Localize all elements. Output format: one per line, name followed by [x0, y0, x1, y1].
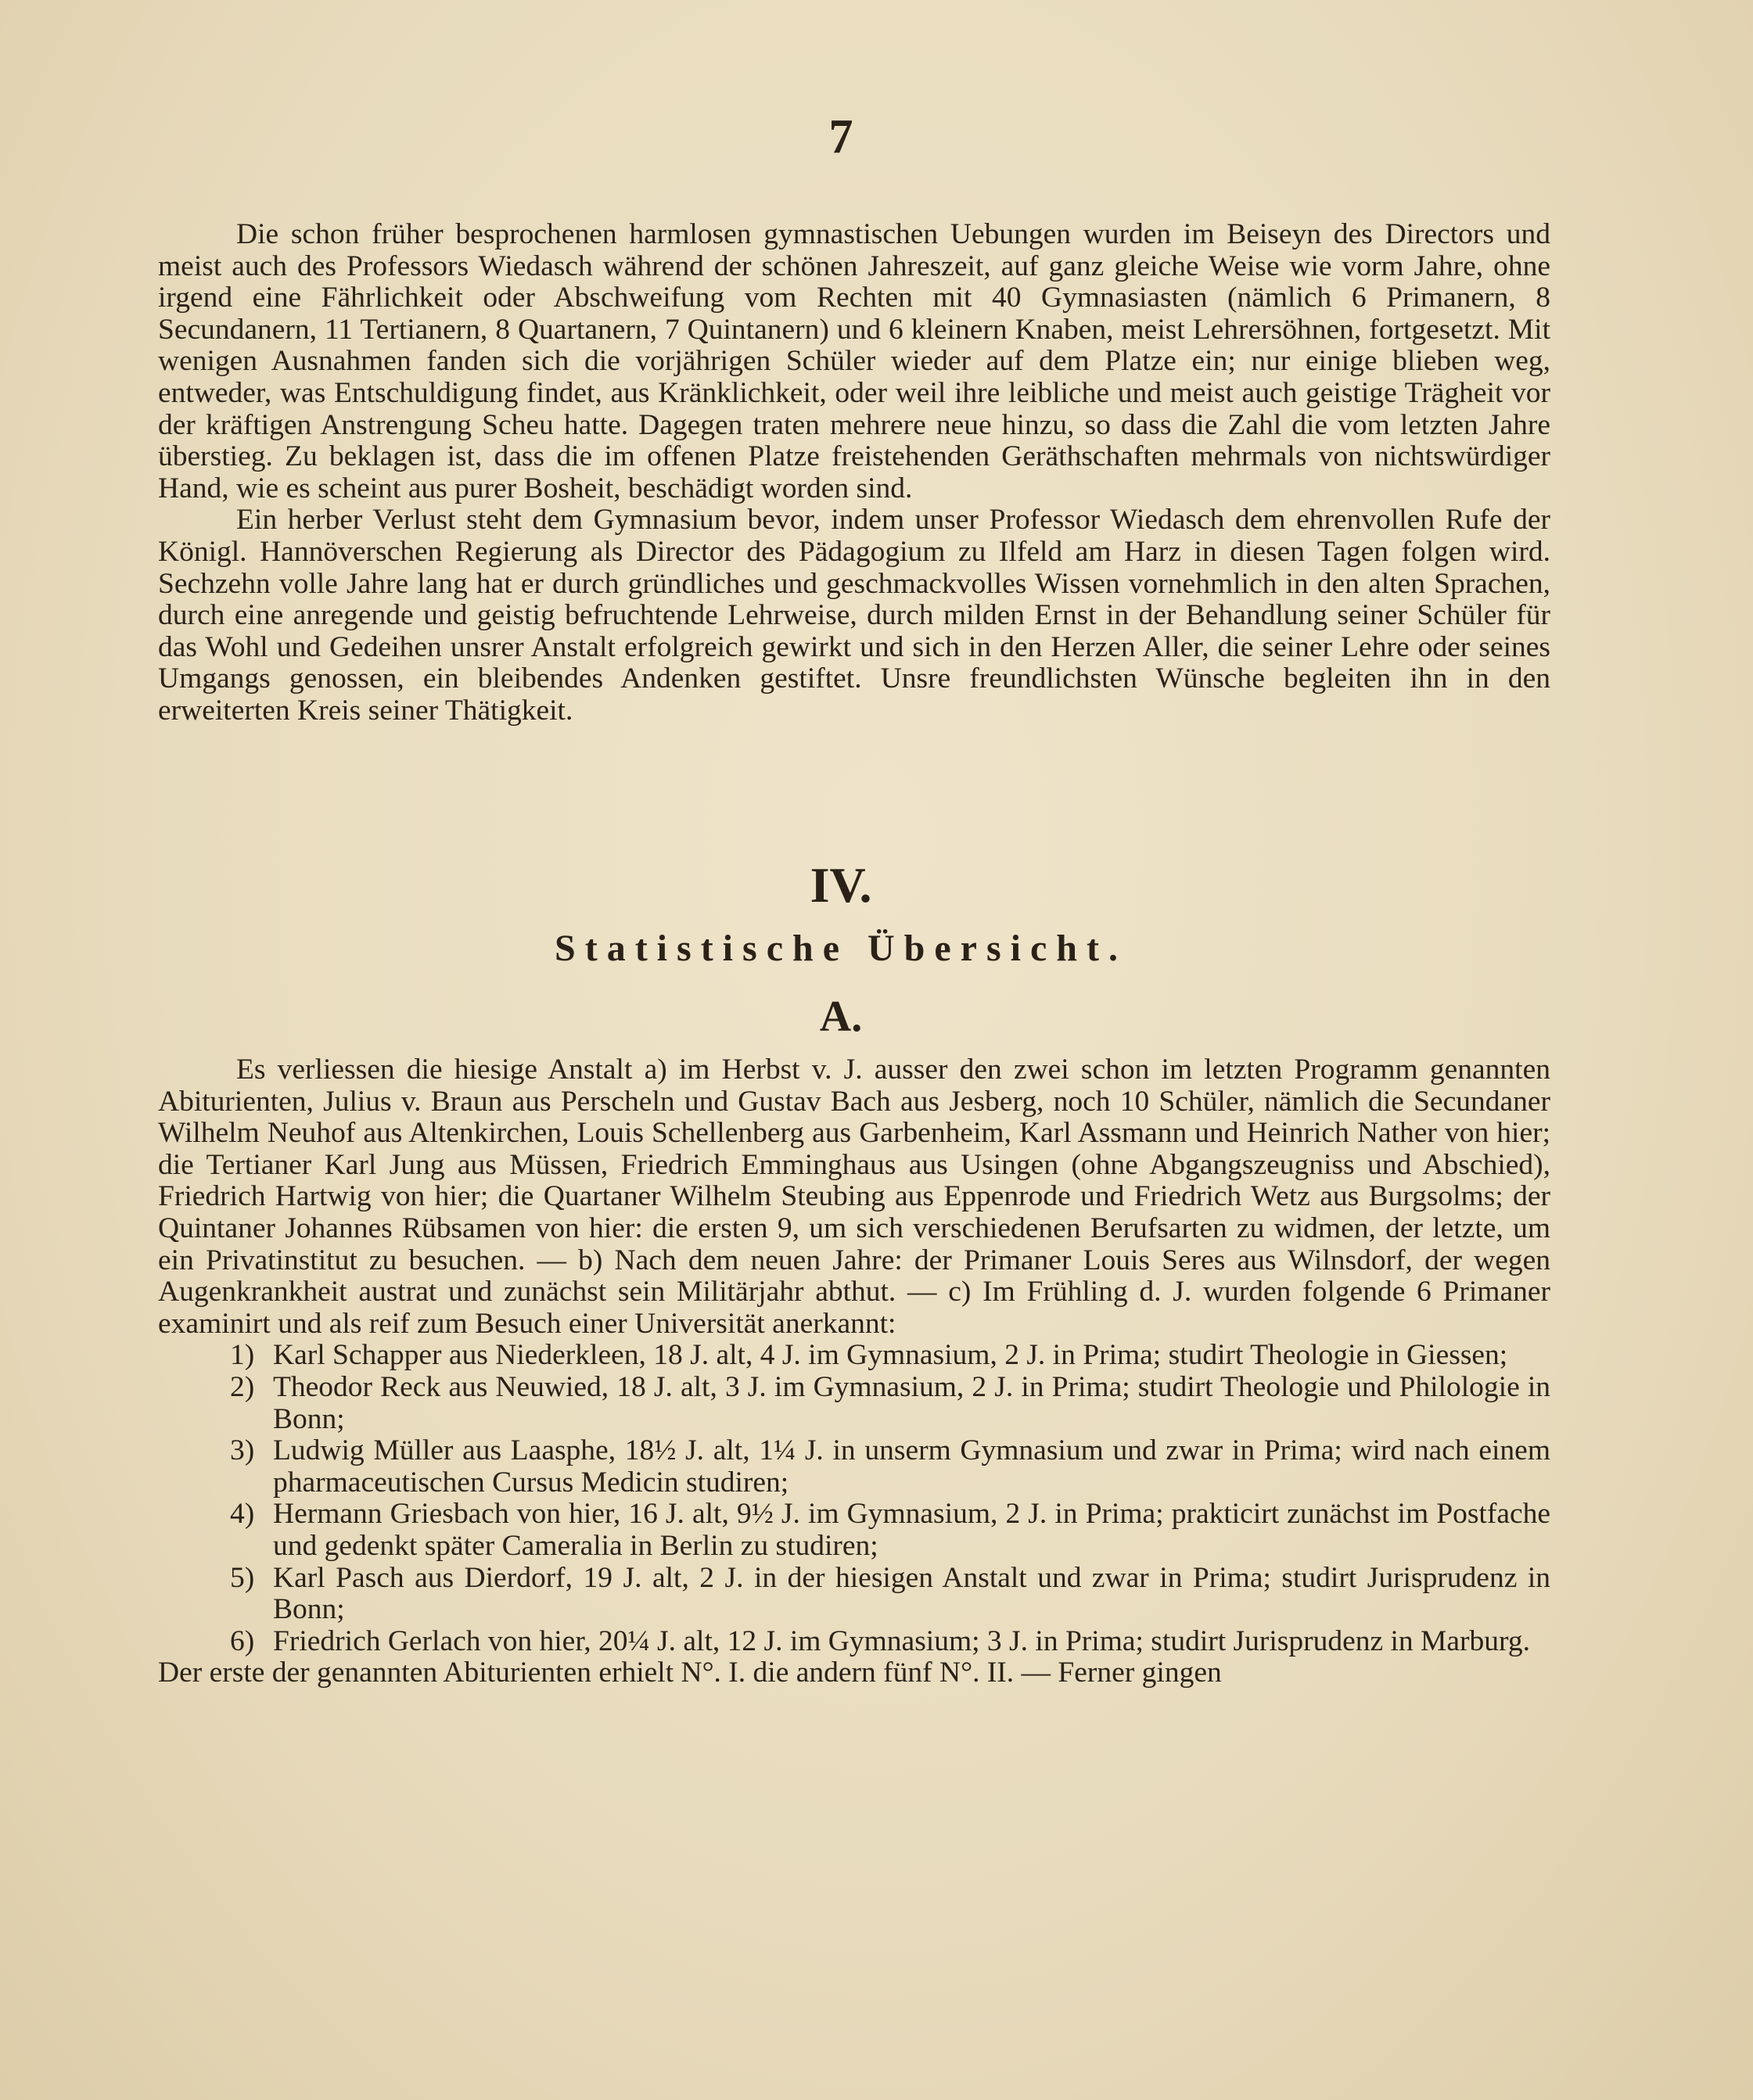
list-item [158, 1372, 1550, 1435]
list-item [158, 1626, 1550, 1658]
list-text: Hermann Griesbach von hier, 16 J. alt, 9½ J. im Gymnasium, 2 J. in Prima; prakticirt zunächst im Postfache und gedenkt später Cameralia in Berlin zu studiren; [273, 1498, 1550, 1562]
page-number: 7 [828, 110, 853, 163]
subsection-label: A. [819, 993, 863, 1041]
list-number: 1) [230, 1339, 255, 1372]
paragraph-departures: Es verliessen die hiesige Anstalt a) im Herbst v. J. ausser den zwei schon im letzten Programm genannten Abiturienten, Julius v. Braun aus Perscheln und Gustav Bach aus Jesberg, noch 10 Schüler, nämlich die Secundaner Wilhelm Neuhof aus Altenkirchen, Louis Schellenberg aus Garbenheim, Karl Assmann und Heinrich Nather von hier; die Tertianer Karl Jung aus Müssen, Friedrich Emminghaus aus Usingen (ohne Abgangszeugniss und Abschied), Friedrich Hartwig von hier; die Quartaner Wilhelm Steubing aus Eppenrode und Friedrich Wetz aus Burgsolms; der Quintaner Johannes Rübsamen von hier: die ersten 9, um sich verschiedenen Berufsarten zu widmen, der letzte, um ein Privatinstitut zu besuchen. — b) Nach dem neuen Jahre: der Primaner Louis Seres aus Wilnsdorf, der wegen Augenkrankheit austrat und zunächst sein Militärjahr abthut. — c) Im Frühling d. J. wurden folgende 6 Primaner examinirt und als reif zum Besuch einer Universität anerkannt: [158, 1054, 1550, 1340]
list-number: 4) [230, 1498, 255, 1531]
list-text: Ludwig Müller aus Laasphe, 18½ J. alt, 1¼ J. in unserm Gymnasium und zwar in Prima; wird nach einem pharmaceutischen Cursus Medicin studiren; [273, 1434, 1550, 1499]
paragraph-gymnastics: Die schon früher besprochenen harmlosen gymnastischen Uebungen wurden im Beiseyn des Directors und meist auch des Professors Wiedasch während der schönen Jahreszeit, auf ganz gleiche Weise wie vorm Jahre, ohne irgend eine Fährlichkeit oder Abschweifung vom Rechten mit 40 Gymnasiasten (nämlich 6 Primanern, 8 Secundanern, 11 Tertianern, 8 Quartanern, 7 Quintanern) und 6 kleinern Knaben, meist Lehrersöhnen, fortgesetzt. Mit wenigen Ausnahmen fanden sich die vorjährigen Schüler wieder auf dem Platze ein; nur einige blieben weg, entweder, was Entschuldigung findet, aus Kränklichkeit, oder weil ihre leibliche und meist auch geistige Trägheit vor der kräftigen Anstrengung Scheu hatte. Dagegen traten mehrere neue hinzu, so dass die Zahl die vom letzten Jahre überstieg. Zu beklagen ist, dass die im offenen Platze freistehenden Geräthschaften mehrmals von nichtswürdiger Hand, wie es scheint aus purer Bosheit, beschädigt worden sind. [158, 218, 1550, 504]
list-number: 5) [230, 1561, 255, 1594]
list-item [158, 1340, 1550, 1372]
list-number: 2) [230, 1370, 255, 1403]
list-number: 3) [230, 1434, 255, 1467]
graduates-list [158, 1340, 1550, 1657]
section-title: Statistische Übersicht. [555, 928, 1127, 969]
paragraph-closing: Der erste der genannten Abiturienten erhielt N°. I. die andern fünf N°. II. — Ferner gingen [158, 1657, 1222, 1689]
list-text: Karl Schapper aus Niederkleen, 18 J. alt, 4 J. im Gymnasium, 2 J. in Prima; studirt Theologie in Giessen; [273, 1339, 1508, 1372]
statistics-section [158, 1054, 1550, 1689]
list-text: Karl Pasch aus Dierdorf, 19 J. alt, 2 J. in der hiesigen Anstalt und zwar in Prima; studirt Jurisprudenz in Bonn; [273, 1561, 1550, 1626]
list-text: Friedrich Gerlach von hier, 20¼ J. alt, 12 J. im Gymnasium; 3 J. in Prima; studirt Jurisprudenz in Marburg. [273, 1624, 1530, 1657]
section-roman-numeral: IV. [810, 857, 872, 913]
list-item [158, 1499, 1550, 1562]
list-text: Theodor Reck aus Neuwied, 18 J. alt, 3 J. im Gymnasium, 2 J. in Prima; studirt Theologie und Philologie in Bonn; [273, 1370, 1550, 1435]
list-item [158, 1563, 1550, 1626]
gymnastics-section [158, 219, 1550, 727]
paragraph-wiedasch: Ein herber Verlust steht dem Gymnasium bevor, indem unser Professor Wiedasch dem ehrenvollen Rufe der Königl. Hannöverschen Regierung als Director des Pädagogium zu Ilfeld am Harz in diesen Tagen folgen wird. Sechzehn volle Jahre lang hat er durch gründliches und geschmackvolles Wissen vornehmlich in den alten Sprachen, durch eine anregende und geistig befruchtende Lehrweise, durch milden Ernst in der Behandlung seiner Schüler für das Wohl und Gedeihen unsrer Anstalt erfolgreich gewirkt und sich in den Herzen Aller, die seiner Lehre oder seines Umgangs genossen, ein bleibendes Andenken gestiftet. Unsre freundlichsten Wünsche begleiten ihn in den erweiterten Kreis seiner Thätigkeit. [158, 504, 1550, 727]
list-number: 6) [230, 1624, 255, 1657]
list-item [158, 1435, 1550, 1499]
